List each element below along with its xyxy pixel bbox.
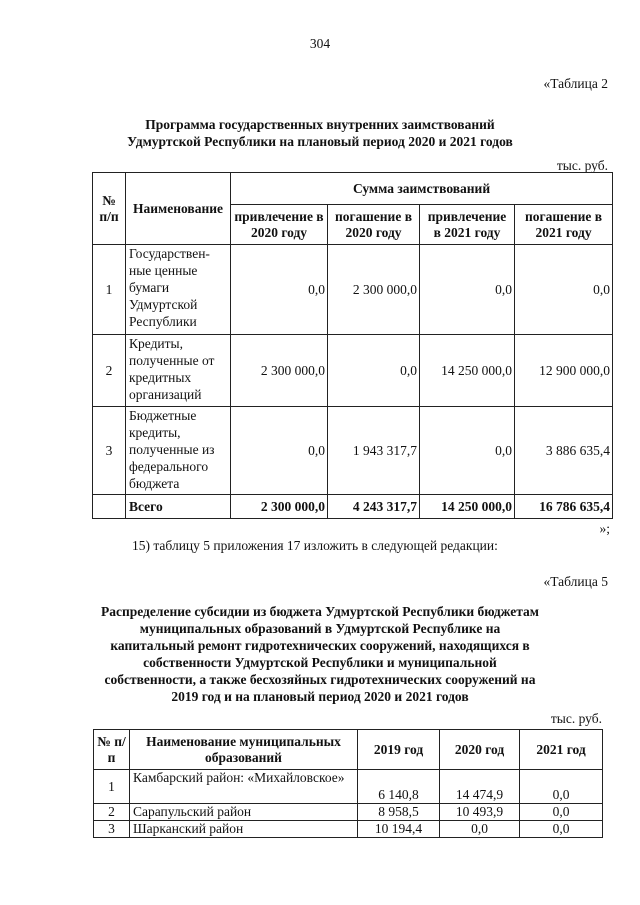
cell-value: 2 300 000,0 bbox=[231, 335, 328, 407]
row-name: Кредиты, полученные от кредитных организаций bbox=[126, 335, 231, 407]
table2-closing-quote: »; bbox=[599, 521, 610, 536]
cell-value: 12 900 000,0 bbox=[515, 335, 613, 407]
table-row bbox=[93, 407, 613, 495]
row-name: Сарапульский район bbox=[130, 804, 358, 821]
row-name: Государствен-ные ценные бумаги Удмуртской Республики bbox=[126, 245, 231, 335]
total-value: 16 786 635,4 bbox=[515, 495, 613, 519]
cell-value: 2 300 000,0 bbox=[328, 245, 420, 335]
col-header-num: № п/п bbox=[93, 173, 126, 245]
total-value: 14 250 000,0 bbox=[420, 495, 515, 519]
row-number: 2 bbox=[93, 335, 126, 407]
row-number: 1 bbox=[94, 770, 130, 804]
table-row bbox=[93, 335, 613, 407]
cell-value: 14 474,9 bbox=[440, 770, 520, 804]
cell-value: 0,0 bbox=[231, 245, 328, 335]
cell-value: 0,0 bbox=[520, 770, 603, 804]
cell-value: 3 886 635,4 bbox=[515, 407, 613, 495]
col-header-2020: 2020 год bbox=[440, 730, 520, 770]
table5-title-line: муниципальных образований в Удмуртской Республике на bbox=[139, 621, 501, 636]
col-header-sum-group: Сумма заимствований bbox=[231, 173, 613, 205]
table2-title-line: Удмуртской Республики на плановый период 2020 и 2021 годов bbox=[127, 134, 513, 149]
table-row bbox=[94, 804, 603, 821]
total-row bbox=[93, 495, 613, 519]
table2-unit: тыс. руб. bbox=[556, 158, 608, 173]
table2-title bbox=[60, 116, 580, 150]
col-header-municipality: Наименование муниципальных образований bbox=[130, 730, 358, 770]
total-value: 4 243 317,7 bbox=[328, 495, 420, 519]
cell-value: 8 958,5 bbox=[358, 804, 440, 821]
col-header-2019: 2019 год bbox=[358, 730, 440, 770]
cell-value: 1 943 317,7 bbox=[328, 407, 420, 495]
borrowing-program-table bbox=[92, 172, 613, 519]
total-empty-cell bbox=[93, 495, 126, 519]
table-header-row bbox=[94, 730, 603, 770]
col-header-borrow-2021: привлечение в 2021 году bbox=[420, 205, 515, 245]
table5-title-line: Распределение субсидии из бюджета Удмуртской Республики бюджетам bbox=[100, 604, 540, 619]
table5-title-line: собственности, а также бесхозяйных гидротехнических сооружений на bbox=[104, 672, 536, 687]
table-row bbox=[94, 770, 603, 804]
table5-title-line: капитальный ремонт гидротехнических сооружений, находящихся в bbox=[110, 638, 530, 653]
col-header-2021: 2021 год bbox=[520, 730, 603, 770]
cell-value: 6 140,8 bbox=[358, 770, 440, 804]
page-number: 304 bbox=[309, 36, 331, 51]
row-name: Камбарский район: «Михайловское» bbox=[130, 770, 358, 804]
total-value: 2 300 000,0 bbox=[231, 495, 328, 519]
table2-label: «Таблица 2 bbox=[543, 76, 608, 91]
row-name: Шарканский район bbox=[130, 821, 358, 838]
cell-value: 0,0 bbox=[328, 335, 420, 407]
col-header-repay-2020: погашение в 2020 году bbox=[328, 205, 420, 245]
cell-value: 0,0 bbox=[420, 245, 515, 335]
cell-value: 10 493,9 bbox=[440, 804, 520, 821]
total-label: Всего bbox=[126, 495, 231, 519]
table5-label: «Таблица 5 bbox=[543, 574, 608, 589]
cell-value: 0,0 bbox=[515, 245, 613, 335]
cell-value: 0,0 bbox=[440, 821, 520, 838]
table5-title bbox=[40, 603, 600, 705]
cell-value: 0,0 bbox=[520, 804, 603, 821]
table-header-row bbox=[93, 173, 613, 205]
row-number: 2 bbox=[94, 804, 130, 821]
instruction-text: 15) таблицу 5 приложения 17 изложить в следующей редакции: bbox=[132, 538, 498, 553]
table-row bbox=[94, 821, 603, 838]
cell-value: 0,0 bbox=[520, 821, 603, 838]
col-header-num: № п/п bbox=[94, 730, 130, 770]
cell-value: 14 250 000,0 bbox=[420, 335, 515, 407]
cell-value: 0,0 bbox=[420, 407, 515, 495]
table2-title-line: Программа государственных внутренних заимствований bbox=[145, 117, 495, 132]
col-header-name: Наименование bbox=[126, 173, 231, 245]
col-header-repay-2021: погашение в 2021 году bbox=[515, 205, 613, 245]
table-row bbox=[93, 245, 613, 335]
row-name: Бюджетные кредиты, полученные из федерального бюджета bbox=[126, 407, 231, 495]
row-number: 3 bbox=[94, 821, 130, 838]
table5-title-line: собственности Удмуртской Республики и муниципальной bbox=[143, 655, 497, 670]
row-number: 3 bbox=[93, 407, 126, 495]
col-header-borrow-2020: привлечение в 2020 году bbox=[231, 205, 328, 245]
subsidy-distribution-table bbox=[93, 729, 603, 838]
cell-value: 10 194,4 bbox=[358, 821, 440, 838]
cell-value: 0,0 bbox=[231, 407, 328, 495]
row-number: 1 bbox=[93, 245, 126, 335]
table5-unit: тыс. руб. bbox=[550, 711, 602, 726]
table5-title-line: 2019 год и на плановый период 2020 и 2021 годов bbox=[171, 689, 469, 704]
